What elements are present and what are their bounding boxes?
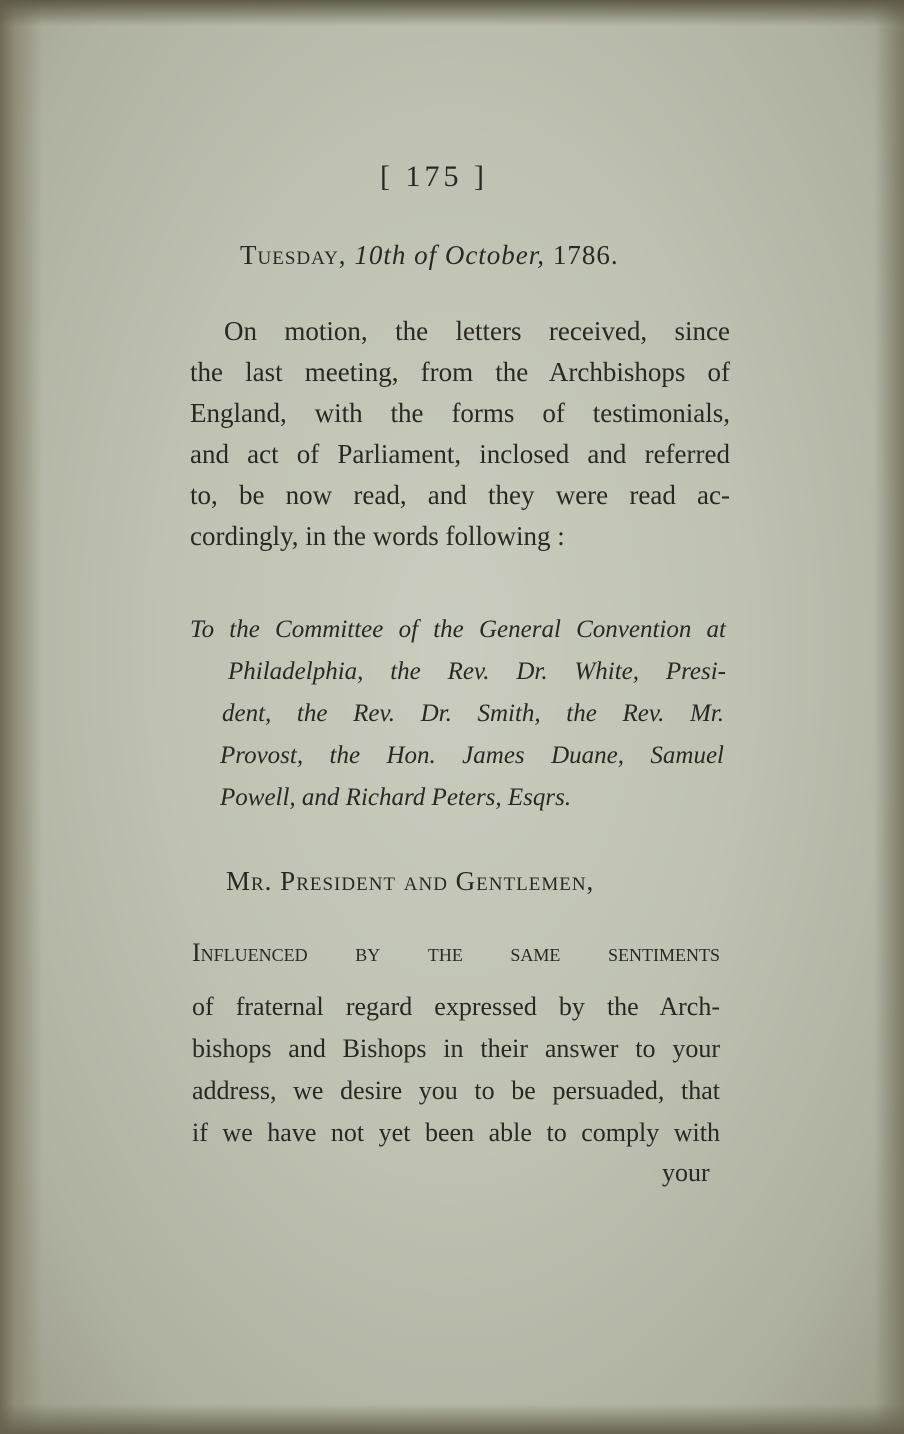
- letter-line: of fraternal regard expressed by the Arch-: [192, 992, 720, 1021]
- page-edge-top: [0, 0, 904, 26]
- letter-line: if we have not yet been able to comply with: [192, 1118, 720, 1147]
- catchword: your: [662, 1158, 710, 1187]
- page-edge-left: [0, 0, 42, 1434]
- page-edge-right: [874, 0, 904, 1434]
- letter-line: address, we desire you to be persuaded, that: [192, 1076, 720, 1105]
- address-line: Philadelphia, the Rev. Dr. White, Presi-: [228, 658, 726, 685]
- letter-line: bishops and Bishops in their answer to your: [192, 1034, 720, 1063]
- paragraph-line: to, be now read, and they were read ac-: [190, 480, 730, 510]
- paragraph-line: On motion, the letters received, since: [224, 316, 730, 346]
- salutation: Mr. President and Gentlemen,: [226, 866, 595, 896]
- address-line: dent, the Rev. Dr. Smith, the Rev. Mr.: [222, 700, 724, 727]
- dateline-year: 1786.: [552, 240, 619, 270]
- address-line: To the Committee of the General Convention at: [190, 616, 726, 643]
- paragraph-line: the last meeting, from the Archbishops of: [190, 357, 730, 387]
- paragraph-line: and act of Parliament, inclosed and referred: [190, 439, 730, 469]
- dateline-day: Tuesday,: [240, 240, 347, 270]
- page-edge-bottom: [0, 1404, 904, 1434]
- paragraph-line: cordingly, in the words following :: [190, 521, 565, 551]
- paragraph-line: England, with the forms of testimonials,: [190, 398, 730, 428]
- address-line: Provost, the Hon. James Duane, Samuel: [220, 742, 724, 769]
- address-line: Powell, and Richard Peters, Esqrs.: [220, 784, 572, 811]
- letter-line: Influenced by the same sentiments: [192, 938, 720, 967]
- page-number-header: [ 175 ]: [380, 160, 488, 193]
- dateline: [240, 240, 619, 271]
- dateline-date: 10th of October,: [354, 240, 546, 270]
